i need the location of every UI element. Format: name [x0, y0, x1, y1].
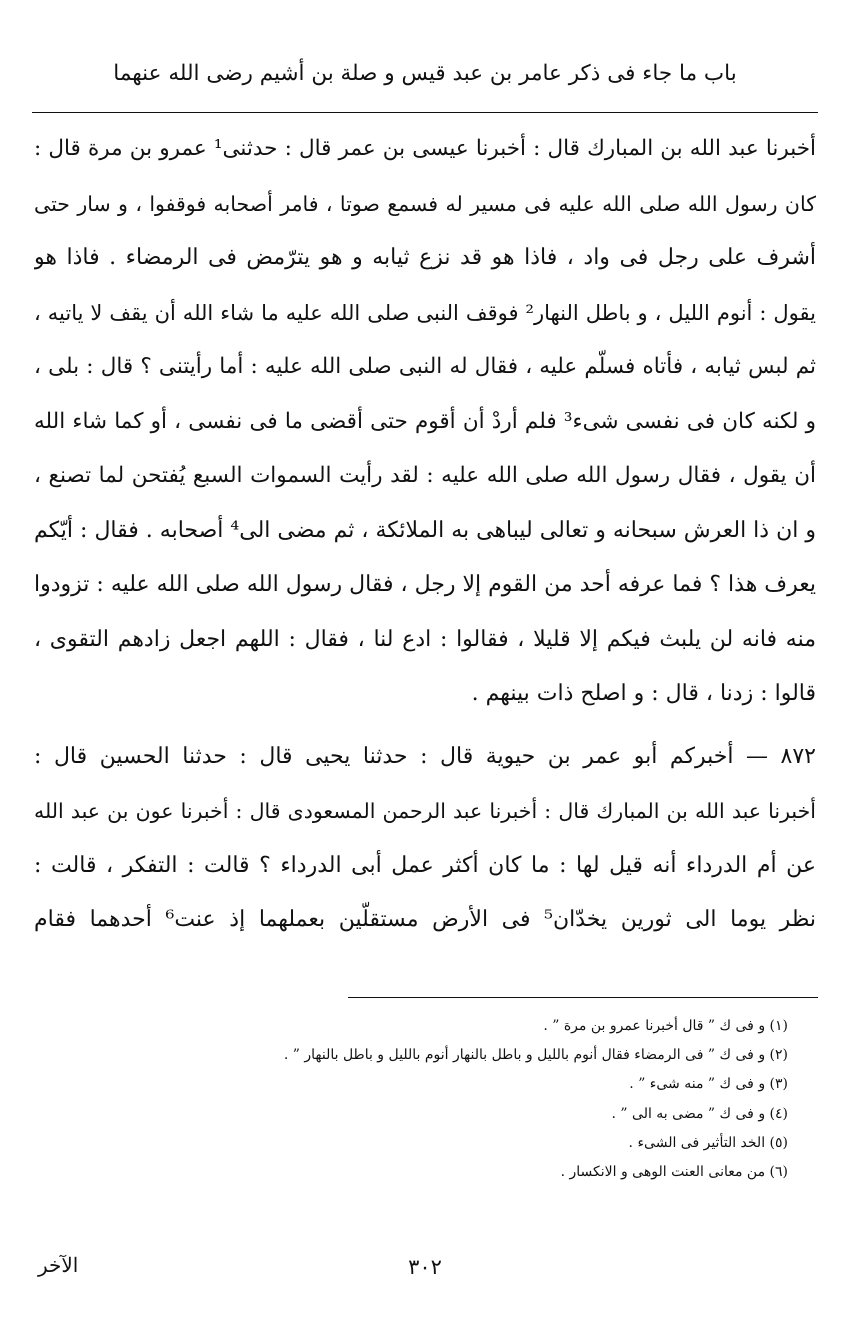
- footnote: (٦) من معانى العنت الوهى و الانكسار .: [560, 1163, 788, 1180]
- footnotes-divider: [348, 997, 818, 998]
- footnote: (٤) و فى ك ” مضى به الى ” .: [611, 1105, 788, 1122]
- footnote: (٢) و فى ك ” فى الرمضاء فقال أنوم بالليل و باطل بالنهار أنوم بالليل و باطل بالنهار ” .: [283, 1047, 788, 1064]
- text-line: قالوا : زدنا ، قال : و اصلح ذات بينهم .: [471, 681, 816, 706]
- text-line: عن أم الدرداء أنه قيل لها : ما كان أكثر عمل أبى الدرداء ؟ قالت : التفكر ، قالت :: [34, 852, 816, 878]
- page-number: ٣٠٢: [408, 1255, 442, 1279]
- chapter-heading: باب ما جاء فى ذكر عامر بن عبد قيس و صلة بن أشيم رضى الله عنهما: [113, 61, 737, 86]
- footnote: (٥) الخد التأثير فى الشىء .: [628, 1134, 788, 1151]
- text-line: و ان ذا العرش سبحانه و تعالى ليباهى به الملائكة ، ثم مضى الى⁴ أصحابه . فقال : أيّكم: [34, 517, 816, 543]
- footnote: (١) و فى ك ” قال أخبرنا عمرو بن مرة ” .: [543, 1018, 788, 1034]
- main-text: [34, 122, 816, 948]
- text-line: منه فانه لن يلبث فيكم إلا قليلا ، فقالوا : ادع لنا ، فقال : اللهم اجعل زادهم التقوى ،: [34, 626, 816, 652]
- text-line: يعرف هذا ؟ فما عرفه أحد من القوم إلا رجل ، فقال رسول الله صلى الله عليه : تزودوا: [34, 572, 816, 597]
- footnotes: [60, 1012, 788, 1187]
- catchword: الآخر: [38, 1253, 79, 1277]
- text-line: ثم لبس ثيابه ، فأتاه فسلّم عليه ، فقال له النبى صلى الله عليه : أما رأيتنى ؟ قال : بلى ،: [34, 354, 816, 379]
- text-line: يقول : أنوم الليل ، و باطل النهار² فوقف النبى صلى الله عليه ما شاء الله أن يقف لا ياتيه ،: [34, 300, 816, 325]
- text-line: أشرف على رجل فى واد ، فاذا هو قد نزع ثيابه و هو يترّمض فى الرمضاء . فاذا هو: [34, 245, 816, 270]
- text-line: نظر يوما الى ثورين يخدّان⁵ فى الأرض مستقلّين بعملهما إذ عنت⁶ أحدهما فقام: [34, 907, 816, 932]
- text-line: أن يقول ، فقال رسول الله صلى الله عليه : لقد رأيت السموات السبع يُفتحن لما تصنع ،: [34, 463, 816, 488]
- text-line: أخبرنا عبد الله بن المبارك قال : أخبرنا عيسى بن عمر قال : حدثنى¹ عمرو بن مرة قال :: [34, 136, 816, 161]
- text-line: أخبرنا عبد الله بن المبارك قال : أخبرنا عبد الرحمن المسعودى قال : أخبرنا عون بن عبد الله: [34, 799, 816, 823]
- text-line: كان رسول الله صلى الله عليه فى مسير له فسمع صوتا ، فامر أصحابه فوقفوا ، و سار حتى: [34, 191, 816, 216]
- paragraph-872: [34, 730, 816, 948]
- text-line: و لكنه كان فى نفسى شىء³ فلم أردْ أن أقوم حتى أقضى ما فى نفسى ، أو كما شاء الله: [34, 408, 816, 434]
- footnote: (٣) و فى ك ” منه شىء ” .: [629, 1076, 788, 1093]
- text-line: ٨٧٢ — أخبركم أبو عمر بن حيوية قال : حدثنا يحيى قال : حدثنا الحسين قال :: [34, 743, 816, 769]
- header-divider: [32, 112, 818, 113]
